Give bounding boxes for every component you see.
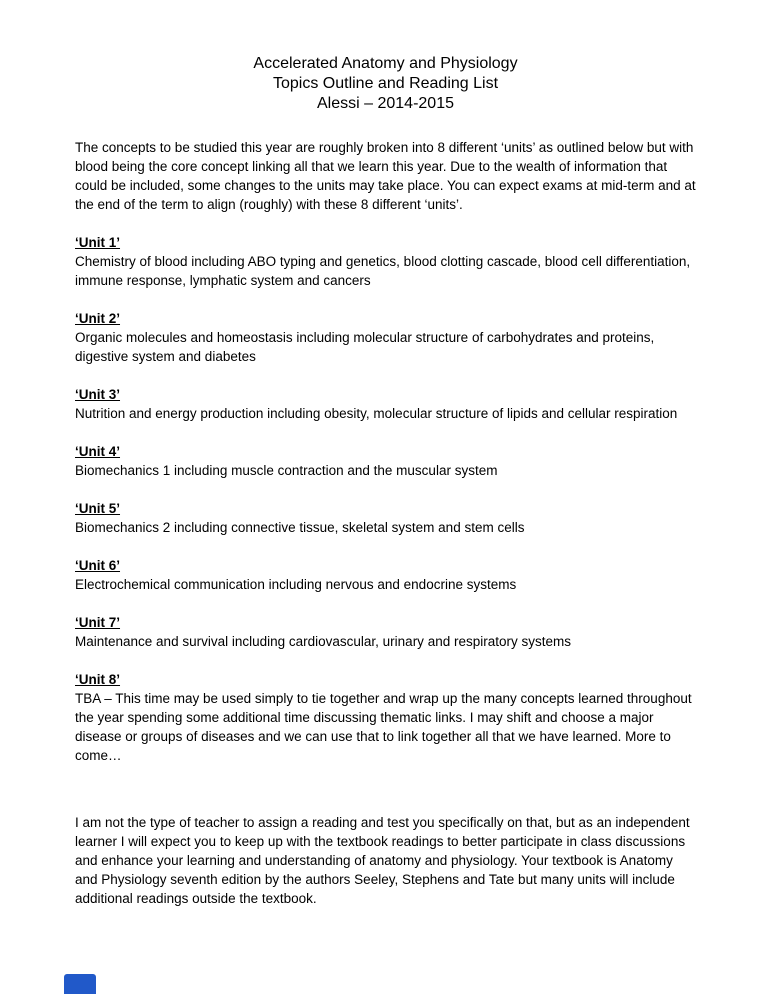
unit-7-heading: ‘Unit 7’	[75, 615, 121, 630]
unit-5-heading: ‘Unit 5’	[75, 501, 121, 516]
unit-2-body: Organic molecules and homeostasis including molecular structure of carbohydrates and proteins, digestive system and diabetes	[75, 330, 655, 364]
unit-4-heading: ‘Unit 4’	[75, 444, 121, 459]
unit-2-heading: ‘Unit 2’	[75, 311, 121, 326]
unit-6-section	[75, 556, 696, 594]
closing-paragraph: I am not the type of teacher to assign a reading and test you specifically on that, but as an independent learner I will expect you to keep up with the textbook readings to better participate in class discussions and enhance your learning and understanding of anatomy and physiology. Your textbook is Anatomy and Physiology seventh edition by the authors Seeley, Stephens and Tate but many units will include additional readings outside the textbook.	[75, 815, 690, 906]
unit-4-body: Biomechanics 1 including muscle contraction and the muscular system	[75, 463, 498, 478]
unit-3-section	[75, 385, 696, 423]
unit-4-section	[75, 442, 696, 480]
viewer-badge[interactable]	[64, 974, 96, 994]
unit-5-section	[75, 499, 696, 537]
unit-1-body: Chemistry of blood including ABO typing and genetics, blood clotting cascade, blood cell differentiation, immune response, lymphatic system and cancers	[75, 254, 691, 288]
unit-6-body: Electrochemical communication including nervous and endocrine systems	[75, 577, 517, 592]
unit-7-body: Maintenance and survival including cardiovascular, urinary and respiratory systems	[75, 634, 571, 649]
document-title	[75, 54, 696, 114]
title-line-2: Topics Outline and Reading List	[272, 75, 499, 92]
unit-1-section	[75, 233, 696, 290]
title-line-1: Accelerated Anatomy and Physiology	[253, 55, 518, 72]
title-line-3: Alessi – 2014-2015	[317, 95, 454, 112]
unit-7-section	[75, 613, 696, 651]
unit-1-heading: ‘Unit 1’	[75, 235, 121, 250]
unit-8-body: TBA – This time may be used simply to tie together and wrap up the many concepts learned throughout the year spending some additional time discussing thematic links. I may shift and choose a major disease or groups of diseases and we can use that to link together all that we have learned. More to come…	[75, 691, 692, 763]
document-body	[75, 138, 696, 908]
intro-paragraph: The concepts to be studied this year are roughly broken into 8 different ‘units’ as outlined below but with blood being the core concept linking all that we learn this year. Due to the wealth of information that could be included, some changes to the units may take place. You can expect exams at mid-term and at the end of the term to align (roughly) with these 8 different ‘units’.	[75, 140, 696, 212]
unit-3-heading: ‘Unit 3’	[75, 387, 121, 402]
unit-8-heading: ‘Unit 8’	[75, 672, 121, 687]
unit-8-section	[75, 670, 696, 765]
unit-6-heading: ‘Unit 6’	[75, 558, 121, 573]
unit-2-section	[75, 309, 696, 366]
unit-3-body: Nutrition and energy production including obesity, molecular structure of lipids and cellular respiration	[75, 406, 678, 421]
unit-5-body: Biomechanics 2 including connective tissue, skeletal system and stem cells	[75, 520, 525, 535]
